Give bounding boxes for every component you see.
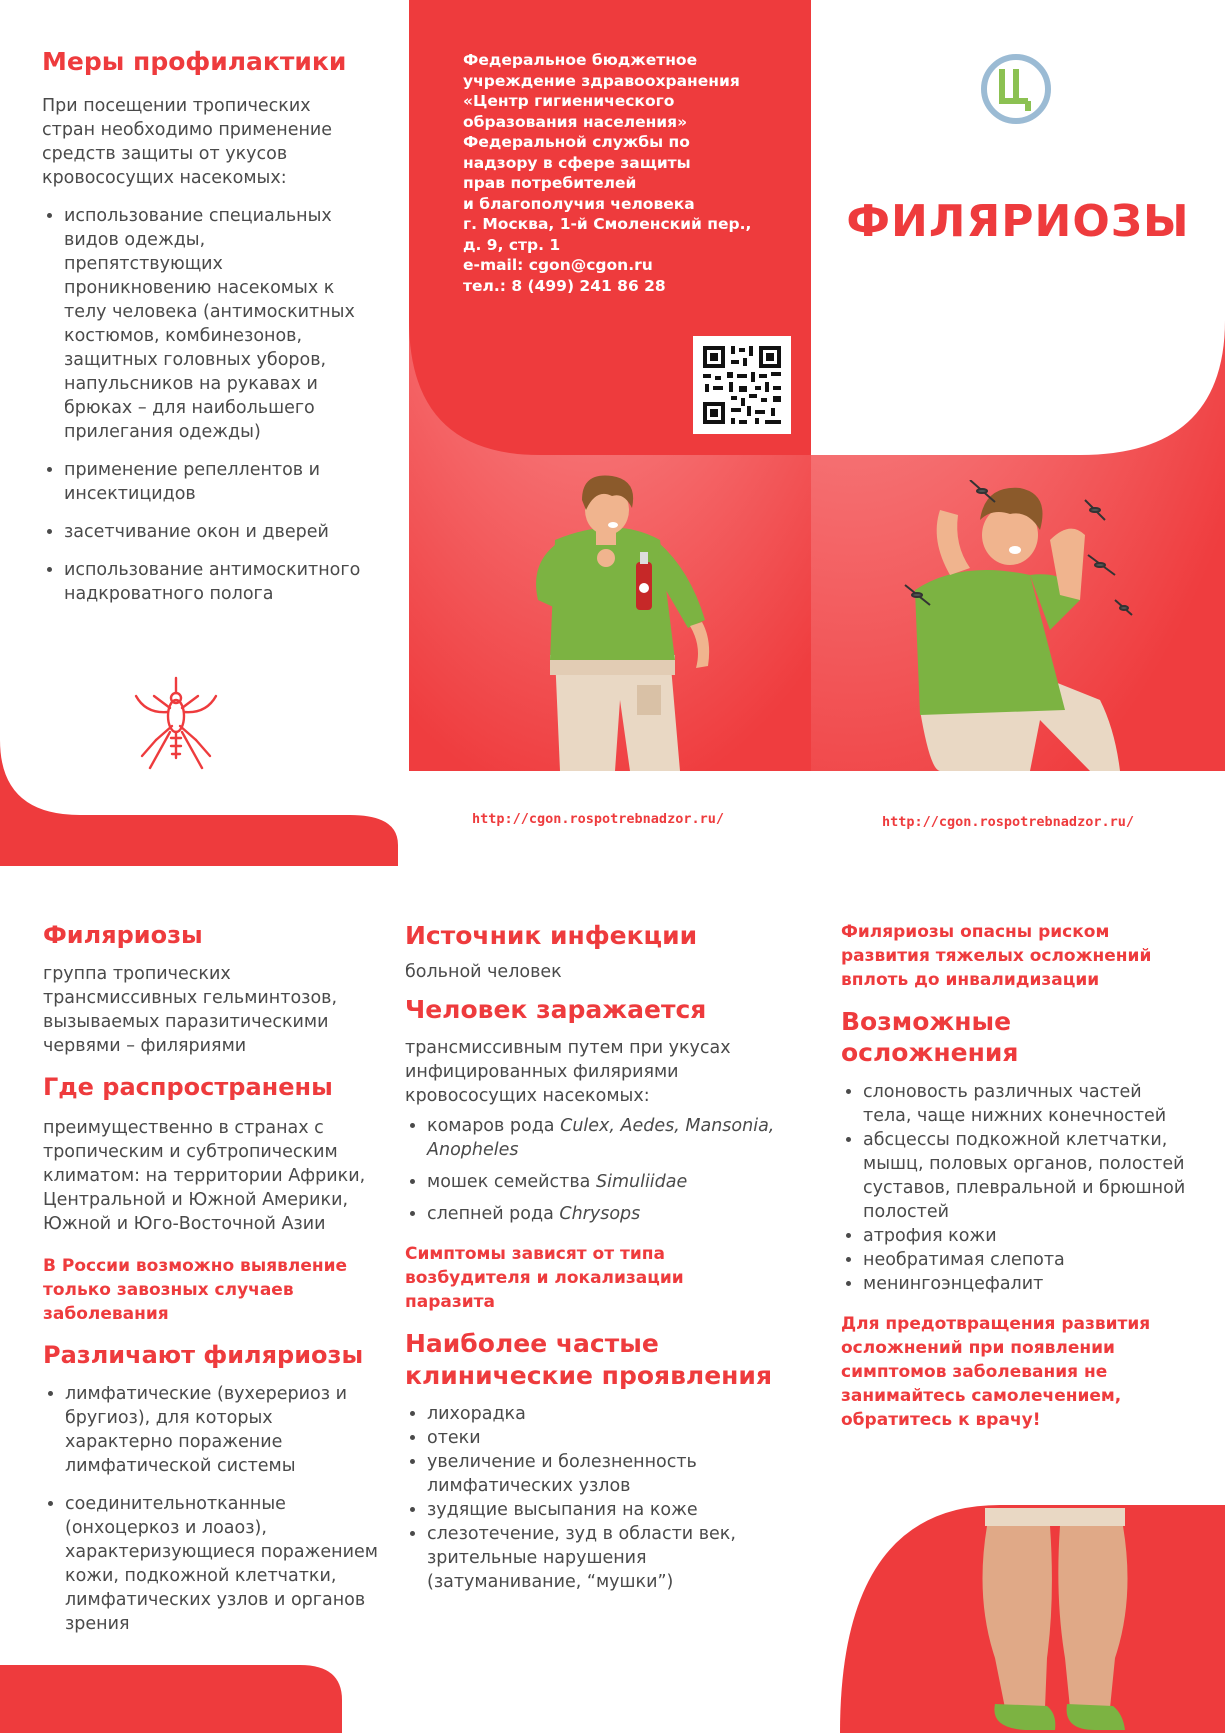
- scared-man-illustration: [900, 480, 1135, 771]
- swollen-legs-illustration: [975, 1508, 1135, 1733]
- definition-text: группа тропических трансмиссивных гельминтозов, вызываемых паразитическими червями – филяриями: [43, 964, 338, 1056]
- website-link[interactable]: http://cgon.rospotrebnadzor.ru/: [472, 811, 724, 827]
- org-line: учреждение здравоохранения: [463, 71, 740, 90]
- symptoms-note: Симптомы зависят от типа возбудителя и локализации паразита: [405, 1244, 684, 1312]
- org-line: г. Москва, 1-й Смоленский пер.,: [463, 215, 752, 233]
- section-title: Где распространены: [43, 1073, 333, 1101]
- danger-lead: Филяриозы опасны риском развития тяжелых осложнений вплоть до инвалидизации: [841, 922, 1152, 990]
- section-title: Человек заражается: [405, 995, 707, 1024]
- info-column-2: [405, 920, 785, 1594]
- prevention-panel: [42, 46, 362, 606]
- org-line: прав потребителей: [463, 174, 637, 192]
- org-line: образования населения»: [463, 112, 688, 131]
- website-link[interactable]: http://cgon.rospotrebnadzor.ru/: [882, 814, 1134, 830]
- prevention-intro: При посещении тропических стран необходимо применение средств защиты от укусов кровососущих насекомых:: [42, 96, 333, 188]
- list-item: • соединительнотканные (онхоцеркоз и лоаоз), характеризующиеся поражением кожи, подкожной клетчатки, лимфатических узлов и органов зрения: [65, 1492, 378, 1636]
- distribution-text: преимущественно в странах с тропическим и субтропическим климатом: на территории Африки, Центральной и Южной Америки, Южной и Юго-Восточной Азии: [43, 1118, 366, 1234]
- org-line: д. 9, стр. 1: [463, 235, 561, 254]
- list-item: • засетчивание окон и дверей: [64, 520, 362, 544]
- list-item: • абсцессы подкожной клетчатки, мышц, половых органов, полостей суставов, плевральной и брюшной полостей: [863, 1128, 1186, 1224]
- doctor-advice: Для предотвращения развития осложнений при появлении симптомов заболевания не занимайтесь самолечением, обратитесь к врачу!: [841, 1314, 1151, 1430]
- org-line: Федеральное бюджетное: [463, 51, 698, 69]
- list-item: • увеличение и болезненность лимфатических узлов: [427, 1450, 785, 1498]
- types-list: [43, 1382, 378, 1636]
- vectors-list: [405, 1114, 785, 1226]
- list-item: • мошек семейства Simuliidae: [427, 1170, 785, 1194]
- prevention-title: Меры профилактики: [42, 47, 347, 76]
- org-email: e-mail: cgon@cgon.ru: [463, 256, 653, 274]
- info-column-1: [43, 920, 378, 1636]
- list-item: • слепней рода Chrysops: [427, 1202, 785, 1226]
- list-item: • зудящие высыпания на коже: [427, 1498, 785, 1522]
- list-item: • необратимая слепота: [863, 1248, 1186, 1272]
- russia-note: В России возможно выявление только завозных случаев заболевания: [43, 1256, 348, 1324]
- complications-list: [841, 1080, 1186, 1296]
- org-line: надзору в сфере защиты: [463, 153, 691, 172]
- org-info: [463, 50, 803, 296]
- org-line: и благополучия человека: [463, 194, 695, 213]
- section-title: Филяриозы: [43, 921, 203, 949]
- qr-code-icon: [693, 336, 791, 434]
- section-title: Различают филяриозы: [43, 1341, 364, 1369]
- symptoms-list: [405, 1402, 785, 1594]
- cover-title: ФИЛЯРИОЗЫ: [846, 196, 1190, 247]
- list-item: • лимфатические (вухерериоз и бругиоз), для которых характерно поражение лимфатической системы: [65, 1382, 378, 1478]
- transmission-text: трансмиссивным путем при укусах инфицированных филяриями кровососущих насекомых:: [405, 1038, 731, 1106]
- section-title: Наиболее частые клинические проявления: [405, 1329, 772, 1390]
- info-column-3: [841, 920, 1186, 1432]
- list-item: • атрофия кожи: [863, 1224, 1186, 1248]
- list-item: • использование антимоскитного надкроватного полога: [64, 558, 362, 606]
- list-item: • использование специальных видов одежды, препятствующих проникновению насекомых к телу человека (антимоскитных костюмов, комбинезонов, защитных головных уборов, напульсников на рукавах и брюках – для наибольшего прилегания одежды): [64, 204, 362, 444]
- list-item: • слоновость различных частей тела, чаще нижних конечностей: [863, 1080, 1186, 1128]
- list-item: • менингоэнцефалит: [863, 1272, 1186, 1296]
- section-title: Возможные осложнения: [841, 1007, 1019, 1067]
- cgon-logo-icon: [980, 53, 1052, 125]
- list-item: • применение репеллентов и инсектицидов: [64, 458, 362, 506]
- list-item: • отеки: [427, 1426, 785, 1450]
- section-title: Источник инфекции: [405, 921, 698, 950]
- list-item: • слезотечение, зуд в области век, зрительные нарушения (затуманивание, “мушки”): [427, 1522, 785, 1594]
- org-line: Федеральной службы по: [463, 133, 690, 151]
- source-text: больной человек: [405, 962, 562, 982]
- org-line: «Центр гигиенического: [463, 92, 675, 110]
- org-phone: тел.: 8 (499) 241 86 28: [463, 276, 666, 295]
- man-with-spray-illustration: [520, 470, 730, 771]
- mosquito-icon: [126, 676, 226, 776]
- list-item: • комаров рода Culex, Aedes, Mansonia, Anopheles: [427, 1114, 785, 1162]
- prevention-list: [42, 204, 362, 606]
- list-item: • лихорадка: [427, 1402, 785, 1426]
